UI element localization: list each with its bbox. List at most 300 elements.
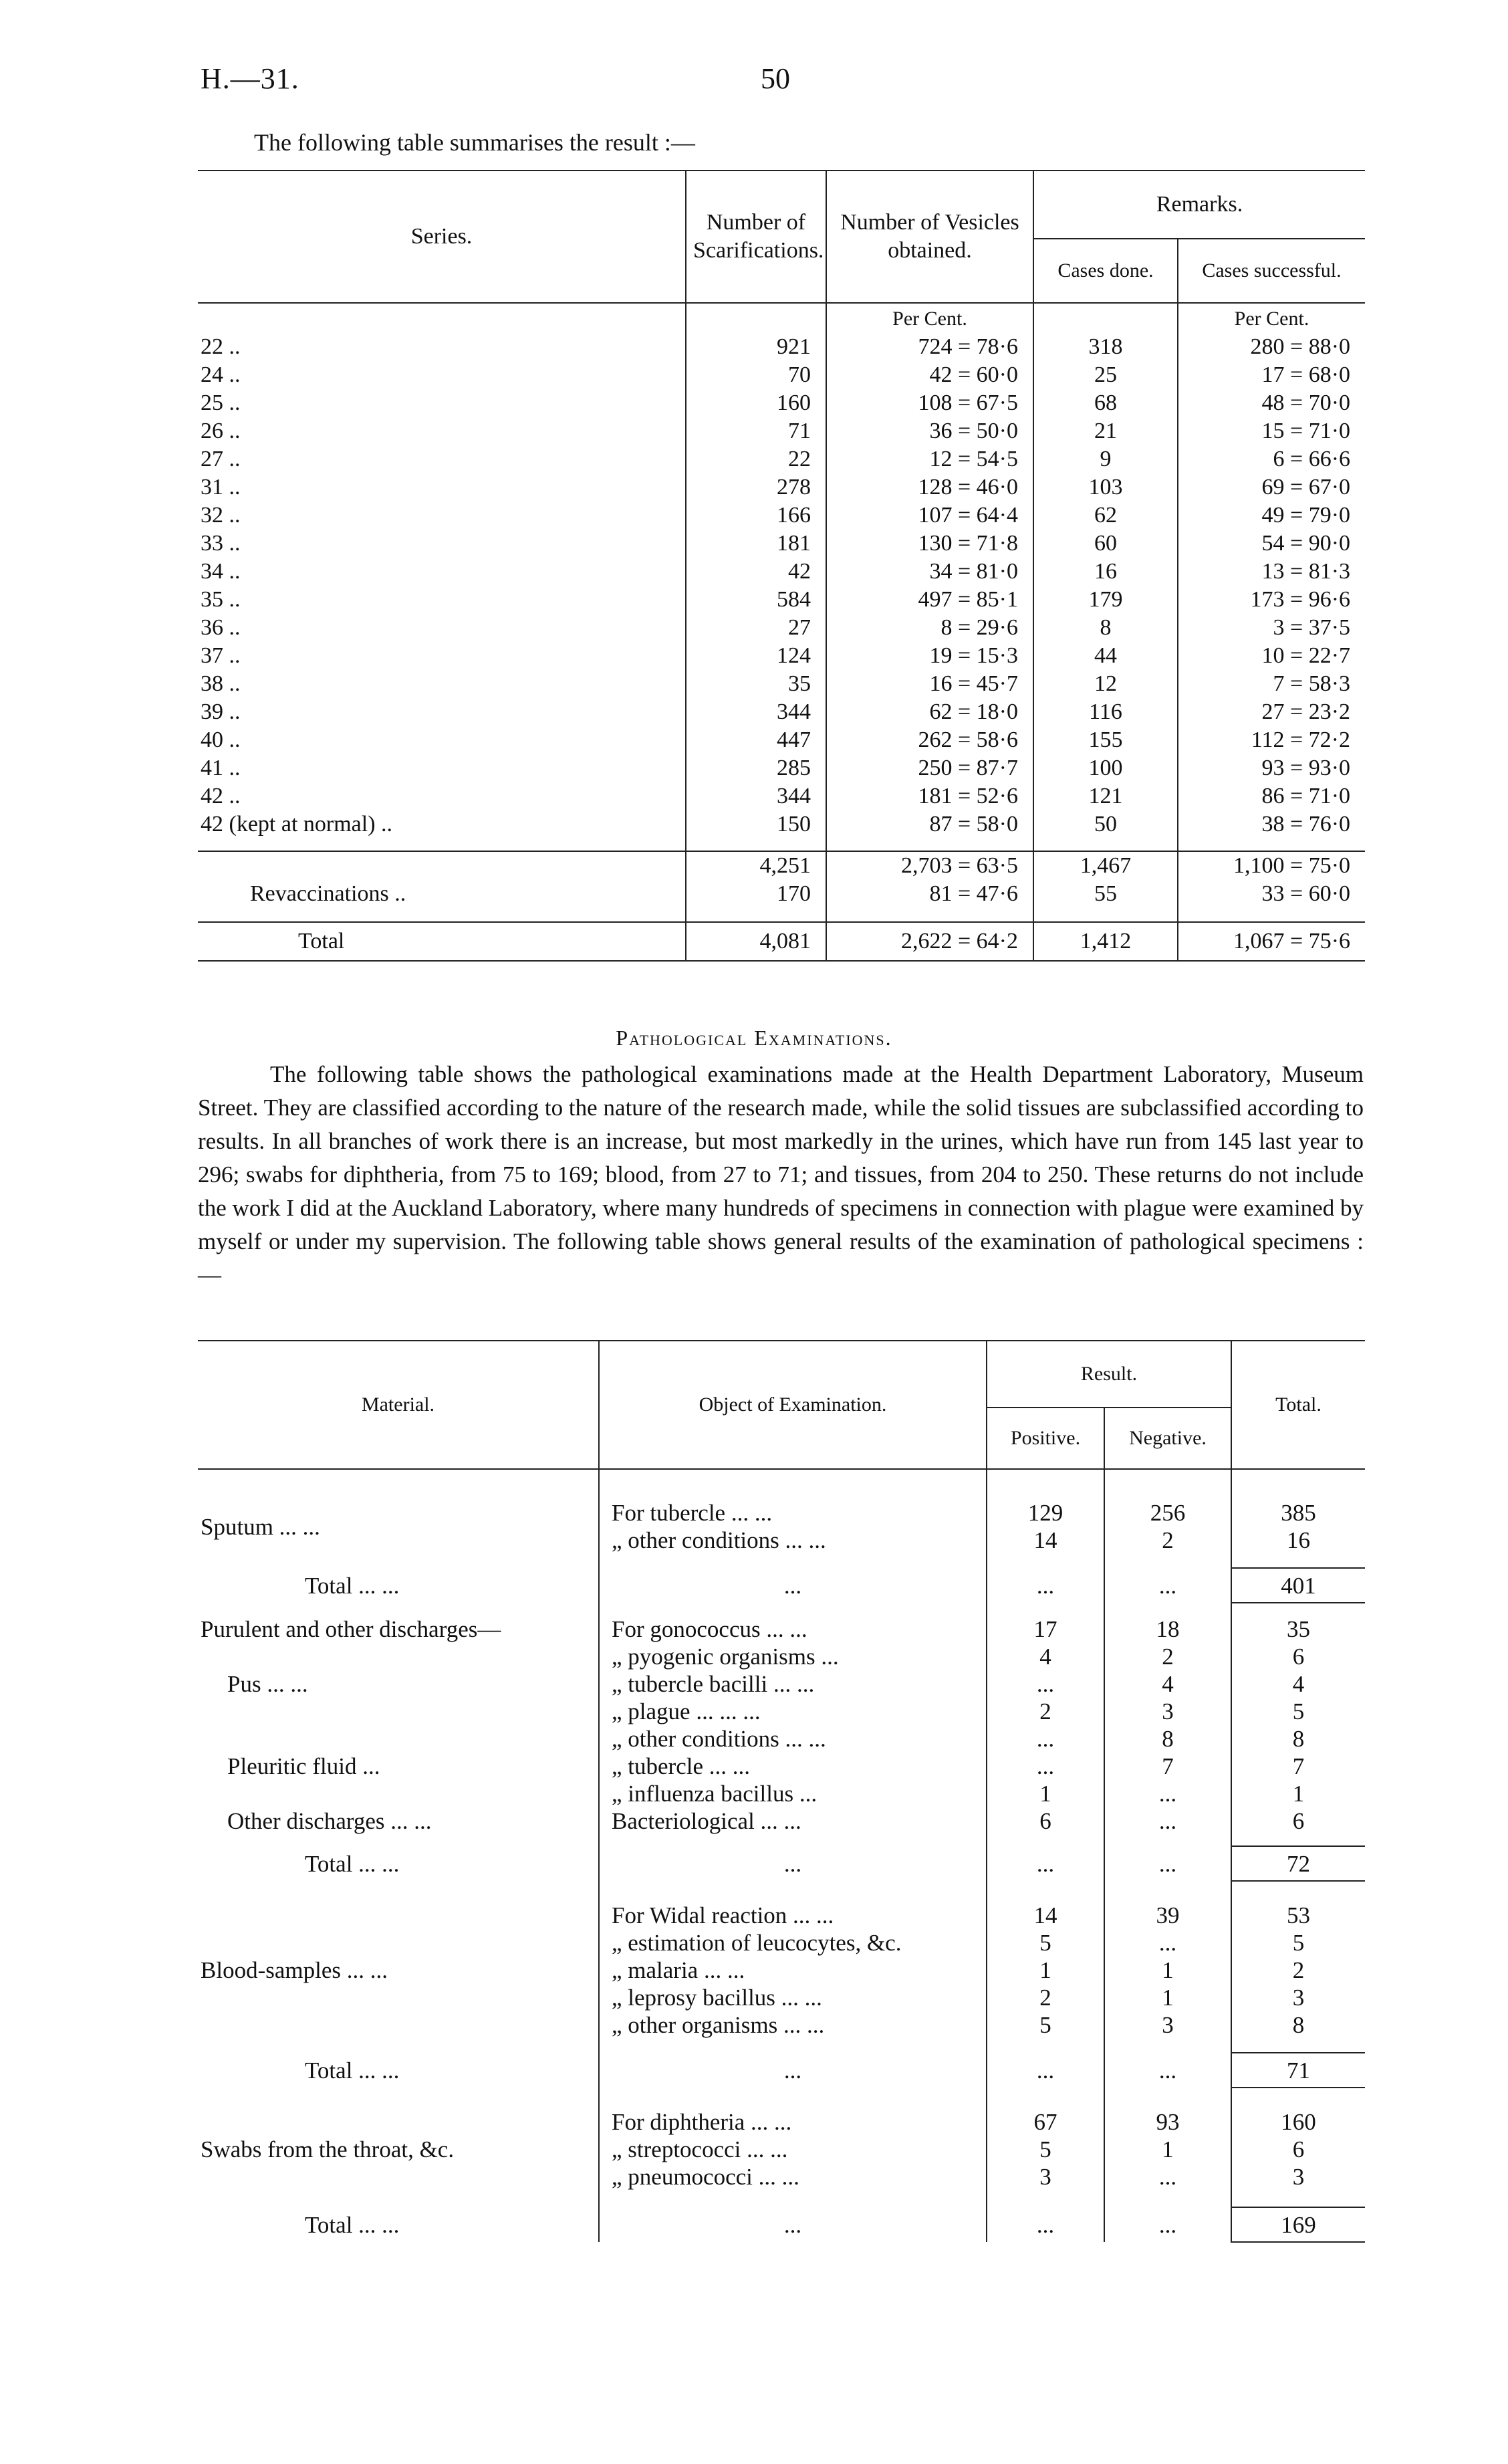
spacer-cell bbox=[599, 2088, 987, 2108]
spacer-cell bbox=[1104, 2039, 1231, 2053]
negative-cell: 3 bbox=[1104, 2011, 1231, 2039]
group-total-value: 71 bbox=[1231, 2053, 1365, 2088]
col-series: Series. bbox=[198, 171, 686, 303]
object-cell: For gonococcus ... ... bbox=[599, 1615, 987, 1643]
negative-cell: ... bbox=[1104, 1929, 1231, 1956]
cases-successful-cell: 48 = 70·0 bbox=[1178, 389, 1365, 417]
scarifications-cell: 70 bbox=[686, 361, 826, 389]
material-label bbox=[198, 1780, 599, 1807]
cases-done-cell: 100 bbox=[1033, 754, 1178, 782]
cases-done-cell: 50 bbox=[1033, 810, 1178, 838]
spacer-cell bbox=[987, 2191, 1104, 2207]
series-row bbox=[198, 810, 1365, 838]
total-cell: 16 bbox=[1231, 1527, 1365, 1554]
subtotal-done: 1,467 bbox=[1033, 851, 1178, 880]
scarifications-cell: 278 bbox=[686, 473, 826, 501]
total-scar: 4,081 bbox=[686, 922, 826, 961]
revaccinations-row bbox=[198, 880, 1365, 908]
col-result: Result. bbox=[987, 1341, 1231, 1408]
series-label: 39 .. bbox=[201, 699, 241, 724]
spacer-row bbox=[198, 1835, 1365, 1846]
col-positive: Positive. bbox=[987, 1408, 1104, 1469]
series-row bbox=[198, 361, 1365, 389]
spacer-cell bbox=[599, 2039, 987, 2053]
total-cell: 6 bbox=[1231, 1643, 1365, 1670]
cases-successful-cell: 13 = 81·3 bbox=[1178, 558, 1365, 586]
vesicles-cell: 19 = 15·3 bbox=[826, 642, 1033, 670]
total-label: Total ... ... bbox=[305, 2057, 400, 2084]
total-label: Total ... ... bbox=[305, 1850, 400, 1877]
series-row bbox=[198, 782, 1365, 810]
series-row bbox=[198, 558, 1365, 586]
scarifications-cell: 285 bbox=[686, 754, 826, 782]
object-cell: „ malaria ... ... bbox=[599, 1956, 987, 1984]
material-label bbox=[198, 1725, 599, 1753]
material-label bbox=[198, 1929, 599, 1956]
total-negative-cell: ... bbox=[1104, 1846, 1231, 1881]
subtotal-succ: 1,100 = 75·0 bbox=[1178, 851, 1365, 880]
vesicles-cell: 8 = 29·6 bbox=[826, 614, 1033, 642]
vesicles-cell: 107 = 64·4 bbox=[826, 501, 1033, 530]
cases-successful-cell: 3 = 37·5 bbox=[1178, 614, 1365, 642]
spacer-cell bbox=[1104, 1881, 1231, 1902]
examination-row bbox=[198, 2108, 1365, 2136]
series-label: 37 .. bbox=[201, 643, 241, 668]
revacc-scar: 170 bbox=[686, 880, 826, 908]
cases-done-cell: 179 bbox=[1033, 586, 1178, 614]
positive-cell: 129 bbox=[987, 1499, 1104, 1527]
spacer-cell bbox=[987, 1835, 1104, 1846]
series-label: 41 .. bbox=[201, 756, 241, 780]
cases-successful-cell: 17 = 68·0 bbox=[1178, 361, 1365, 389]
scarifications-cell: 22 bbox=[686, 445, 826, 473]
pathological-examinations-table bbox=[198, 1340, 1365, 2243]
examination-row bbox=[198, 1956, 1365, 1984]
cases-successful-cell: 27 = 23·2 bbox=[1178, 698, 1365, 726]
cases-done-cell: 12 bbox=[1033, 670, 1178, 698]
spacer-cell bbox=[599, 1603, 987, 1615]
col-negative: Negative. bbox=[1104, 1408, 1231, 1469]
vesicles-cell: 12 = 54·5 bbox=[826, 445, 1033, 473]
total-cell: 6 bbox=[1231, 2136, 1365, 2163]
series-row bbox=[198, 417, 1365, 445]
object-cell: Bacteriological ... ... bbox=[599, 1807, 987, 1835]
vesicles-cell: 181 = 52·6 bbox=[826, 782, 1033, 810]
col-material: Material. bbox=[198, 1341, 599, 1469]
spacer-row bbox=[198, 2039, 1365, 2053]
series-row bbox=[198, 726, 1365, 754]
section-title: Pathological Examinations. bbox=[616, 1026, 892, 1050]
series-label: 25 .. bbox=[201, 390, 241, 415]
material-label bbox=[198, 2011, 599, 2039]
material-label bbox=[198, 1902, 599, 1929]
scarifications-cell: 166 bbox=[686, 501, 826, 530]
cases-done-cell: 21 bbox=[1033, 417, 1178, 445]
per-cent-label: Per Cent. bbox=[1178, 303, 1365, 333]
positive-cell: 1 bbox=[987, 1956, 1104, 1984]
cases-successful-cell: 280 = 88·0 bbox=[1178, 333, 1365, 361]
spacer-cell bbox=[987, 2039, 1104, 2053]
spacer-cell bbox=[599, 1554, 987, 1568]
positive-cell: ... bbox=[987, 1753, 1104, 1780]
group-total-row bbox=[198, 1568, 1365, 1603]
material-label bbox=[198, 2108, 599, 2136]
total-positive-cell: ... bbox=[987, 1568, 1104, 1603]
subtotal-ves: 2,703 = 63·5 bbox=[826, 851, 1033, 880]
series-row bbox=[198, 333, 1365, 361]
col-total: Total. bbox=[1231, 1341, 1365, 1469]
examination-row bbox=[198, 1753, 1365, 1780]
body-paragraph bbox=[198, 1058, 1364, 1292]
cases-done-cell: 68 bbox=[1033, 389, 1178, 417]
vesicles-cell: 108 = 67·5 bbox=[826, 389, 1033, 417]
scarifications-cell: 160 bbox=[686, 389, 826, 417]
material-label bbox=[198, 2163, 599, 2191]
total-cell: 35 bbox=[1231, 1615, 1365, 1643]
negative-cell: 1 bbox=[1104, 1956, 1231, 1984]
spacer-cell bbox=[198, 1835, 599, 1846]
object-cell: „ pyogenic organisms ... bbox=[599, 1643, 987, 1670]
scarifications-cell: 42 bbox=[686, 558, 826, 586]
positive-cell: 67 bbox=[987, 2108, 1104, 2136]
negative-cell: 256 bbox=[1104, 1499, 1231, 1527]
spacer-cell bbox=[198, 1469, 599, 1499]
vesicles-cell: 34 = 81·0 bbox=[826, 558, 1033, 586]
total-cell: 5 bbox=[1231, 1698, 1365, 1725]
cases-successful-cell: 10 = 22·7 bbox=[1178, 642, 1365, 670]
object-cell: For Widal reaction ... ... bbox=[599, 1902, 987, 1929]
total-negative-cell: ... bbox=[1104, 1568, 1231, 1603]
total-cell: 2 bbox=[1231, 1956, 1365, 1984]
negative-cell: ... bbox=[1104, 1807, 1231, 1835]
spacer-cell bbox=[1231, 1835, 1365, 1846]
object-cell: „ other organisms ... ... bbox=[599, 2011, 987, 2039]
document-reference: H.—31. bbox=[201, 62, 299, 95]
spacer-cell bbox=[1104, 1469, 1231, 1499]
object-cell: „ streptococci ... ... bbox=[599, 2136, 987, 2163]
total-object-cell: ... bbox=[599, 1568, 987, 1603]
cases-done-cell: 121 bbox=[1033, 782, 1178, 810]
cases-done-cell: 62 bbox=[1033, 501, 1178, 530]
scarifications-cell: 921 bbox=[686, 333, 826, 361]
total-cell: 3 bbox=[1231, 1984, 1365, 2011]
series-label: 22 .. bbox=[201, 334, 241, 359]
vesicles-cell: 497 = 85·1 bbox=[826, 586, 1033, 614]
total-label: Total ... ... bbox=[305, 1572, 400, 1599]
scarifications-cell: 150 bbox=[686, 810, 826, 838]
vesicles-cell: 36 = 50·0 bbox=[826, 417, 1033, 445]
total-cell: 53 bbox=[1231, 1902, 1365, 1929]
vesicles-cell: 16 = 45·7 bbox=[826, 670, 1033, 698]
paragraph-text: The following table shows the pathological examinations made at the Health Department Laboratory, Museum Street. They are classified according to the nature of the research made, while the solid tissues are subclassified according to results. In all branches of work there is an increase, but most markedly in the urines, which have run from 145 last year to 296; swabs for diphtheria, from 75 to 169; blood, from 27 to 71; and tissues, from 204 to 250. These returns do not include the work I did at the Auckland Laboratory, where many hundreds of specimens in connection with plague were examined by myself or under my supervision. The following table shows general results of the examination of pathological specimens :— bbox=[198, 1061, 1364, 1288]
spacer-cell bbox=[599, 1835, 987, 1846]
examination-row bbox=[198, 1643, 1365, 1670]
group-total-value: 169 bbox=[1231, 2207, 1365, 2242]
subtotal-scar: 4,251 bbox=[686, 851, 826, 880]
scarifications-cell: 344 bbox=[686, 782, 826, 810]
spacer-cell bbox=[1104, 1554, 1231, 1568]
cases-successful-cell: 86 = 71·0 bbox=[1178, 782, 1365, 810]
total-cell: 160 bbox=[1231, 2108, 1365, 2136]
material-label bbox=[198, 1698, 599, 1725]
col-vesicles: Number of Vesicles obtained. bbox=[826, 171, 1033, 303]
spacer-cell bbox=[1231, 1881, 1365, 1902]
vesicles-cell: 128 = 46·0 bbox=[826, 473, 1033, 501]
positive-cell: 2 bbox=[987, 1698, 1104, 1725]
series-row bbox=[198, 614, 1365, 642]
spacer-cell bbox=[198, 1881, 599, 1902]
scarifications-cell: 124 bbox=[686, 642, 826, 670]
cases-done-cell: 16 bbox=[1033, 558, 1178, 586]
series-row bbox=[198, 473, 1365, 501]
positive-cell: 4 bbox=[987, 1643, 1104, 1670]
total-cell: 7 bbox=[1231, 1753, 1365, 1780]
page-number: 50 bbox=[761, 62, 790, 95]
total-cell: 6 bbox=[1231, 1807, 1365, 1835]
vesicles-cell: 87 = 58·0 bbox=[826, 810, 1033, 838]
material-label: Other discharges ... ... bbox=[227, 1808, 432, 1834]
examination-row bbox=[198, 2011, 1365, 2039]
revacc-succ: 33 = 60·0 bbox=[1178, 880, 1365, 908]
examination-row bbox=[198, 1984, 1365, 2011]
series-label: 42 (kept at normal) .. bbox=[201, 812, 393, 836]
cases-done-cell: 116 bbox=[1033, 698, 1178, 726]
cases-done-cell: 60 bbox=[1033, 530, 1178, 558]
series-row bbox=[198, 530, 1365, 558]
positive-cell: 5 bbox=[987, 1929, 1104, 1956]
object-cell: „ estimation of leucocytes, &c. bbox=[599, 1929, 987, 1956]
object-cell: „ plague ... ... ... bbox=[599, 1698, 987, 1725]
cases-done-cell: 155 bbox=[1033, 726, 1178, 754]
negative-cell: 1 bbox=[1104, 1984, 1231, 2011]
spacer-row bbox=[198, 2191, 1365, 2207]
series-label: 36 .. bbox=[201, 615, 241, 640]
group-total-row bbox=[198, 2053, 1365, 2088]
negative-cell: 2 bbox=[1104, 1643, 1231, 1670]
series-row bbox=[198, 670, 1365, 698]
series-label: 33 .. bbox=[201, 531, 241, 556]
vesicles-cell: 62 = 18·0 bbox=[826, 698, 1033, 726]
total-negative-cell: ... bbox=[1104, 2207, 1231, 2242]
spacer-row bbox=[198, 1603, 1365, 1615]
total-label: Total ... ... bbox=[305, 2211, 400, 2238]
vesicles-cell: 262 = 58·6 bbox=[826, 726, 1033, 754]
cases-successful-cell: 112 = 72·2 bbox=[1178, 726, 1365, 754]
vaccination-results-table bbox=[198, 170, 1365, 962]
material-label: Swabs from the throat, &c. bbox=[201, 2136, 455, 2162]
material-label: Purulent and other discharges— bbox=[201, 1616, 501, 1642]
cases-successful-cell: 173 = 96·6 bbox=[1178, 586, 1365, 614]
negative-cell: 4 bbox=[1104, 1670, 1231, 1698]
spacer-cell bbox=[198, 2191, 599, 2207]
negative-cell: ... bbox=[1104, 1780, 1231, 1807]
col-scarifications: Number of Scarifications. bbox=[686, 171, 826, 303]
group-total-row bbox=[198, 2207, 1365, 2242]
spacer-cell bbox=[987, 2088, 1104, 2108]
scarifications-cell: 71 bbox=[686, 417, 826, 445]
spacer-cell bbox=[1231, 1469, 1365, 1499]
negative-cell: 18 bbox=[1104, 1615, 1231, 1643]
spacer-row bbox=[198, 1554, 1365, 1568]
spacer-cell bbox=[1104, 2191, 1231, 2207]
spacer-cell bbox=[1231, 1603, 1365, 1615]
total-object-cell: ... bbox=[599, 2207, 987, 2242]
examination-row bbox=[198, 1698, 1365, 1725]
scarifications-cell: 27 bbox=[686, 614, 826, 642]
positive-cell: 6 bbox=[987, 1807, 1104, 1835]
object-cell: „ other conditions ... ... bbox=[599, 1527, 987, 1554]
examination-row bbox=[198, 1902, 1365, 1929]
scarifications-cell: 35 bbox=[686, 670, 826, 698]
vesicles-cell: 42 = 60·0 bbox=[826, 361, 1033, 389]
spacer-cell bbox=[198, 2088, 599, 2108]
examination-row bbox=[198, 1615, 1365, 1643]
total-succ: 1,067 = 75·6 bbox=[1178, 922, 1365, 961]
series-label: 27 .. bbox=[201, 447, 241, 471]
series-label: 34 .. bbox=[201, 559, 241, 584]
total-object-cell: ... bbox=[599, 2053, 987, 2088]
vesicles-cell: 724 = 78·6 bbox=[826, 333, 1033, 361]
spacer-cell bbox=[1231, 2039, 1365, 2053]
positive-cell: 5 bbox=[987, 2011, 1104, 2039]
object-cell: „ pneumococci ... ... bbox=[599, 2163, 987, 2191]
total-negative-cell: ... bbox=[1104, 2053, 1231, 2088]
spacer-cell bbox=[198, 2039, 599, 2053]
total-cell: 385 bbox=[1231, 1499, 1365, 1527]
positive-cell: 14 bbox=[987, 1527, 1104, 1554]
spacer-cell bbox=[987, 1603, 1104, 1615]
series-row bbox=[198, 642, 1365, 670]
series-label: 35 .. bbox=[201, 587, 241, 612]
revacc-label: Revaccinations .. bbox=[250, 881, 406, 906]
cases-done-cell: 9 bbox=[1033, 445, 1178, 473]
total-positive-cell: ... bbox=[987, 2207, 1104, 2242]
negative-cell: 39 bbox=[1104, 1902, 1231, 1929]
object-cell: „ leprosy bacillus ... ... bbox=[599, 1984, 987, 2011]
spacer-row bbox=[198, 2088, 1365, 2108]
cases-successful-cell: 15 = 71·0 bbox=[1178, 417, 1365, 445]
series-label: 38 .. bbox=[201, 671, 241, 696]
total-cell: 8 bbox=[1231, 1725, 1365, 1753]
series-row bbox=[198, 445, 1365, 473]
object-cell: For tubercle ... ... bbox=[599, 1499, 987, 1527]
cases-successful-cell: 49 = 79·0 bbox=[1178, 501, 1365, 530]
scarifications-cell: 344 bbox=[686, 698, 826, 726]
total-object-cell: ... bbox=[599, 1846, 987, 1881]
material-label bbox=[198, 1984, 599, 2011]
cases-successful-cell: 54 = 90·0 bbox=[1178, 530, 1365, 558]
spacer-cell bbox=[1231, 1554, 1365, 1568]
spacer-cell bbox=[987, 1881, 1104, 1902]
series-row bbox=[198, 586, 1365, 614]
subtotal-row bbox=[198, 851, 1365, 880]
col-cases-done: Cases done. bbox=[1033, 239, 1178, 303]
series-row bbox=[198, 501, 1365, 530]
cases-successful-cell: 93 = 93·0 bbox=[1178, 754, 1365, 782]
object-cell: „ tubercle bacilli ... ... bbox=[599, 1670, 987, 1698]
positive-cell: 2 bbox=[987, 1984, 1104, 2011]
total-positive-cell: ... bbox=[987, 1846, 1104, 1881]
positive-cell: 1 bbox=[987, 1780, 1104, 1807]
series-label: 40 .. bbox=[201, 727, 241, 752]
group-total-value: 401 bbox=[1231, 1568, 1365, 1603]
scarifications-cell: 181 bbox=[686, 530, 826, 558]
total-cell: 4 bbox=[1231, 1670, 1365, 1698]
spacer-cell bbox=[987, 1554, 1104, 1568]
cases-done-cell: 44 bbox=[1033, 642, 1178, 670]
examination-row bbox=[198, 1929, 1365, 1956]
cases-done-cell: 8 bbox=[1033, 614, 1178, 642]
series-row bbox=[198, 698, 1365, 726]
series-row bbox=[198, 754, 1365, 782]
negative-cell: 1 bbox=[1104, 2136, 1231, 2163]
cases-done-cell: 25 bbox=[1033, 361, 1178, 389]
negative-cell: 3 bbox=[1104, 1698, 1231, 1725]
vesicles-cell: 130 = 71·8 bbox=[826, 530, 1033, 558]
scarifications-cell: 584 bbox=[686, 586, 826, 614]
negative-cell: 93 bbox=[1104, 2108, 1231, 2136]
spacer-cell bbox=[599, 2191, 987, 2207]
material-label: Pus ... ... bbox=[227, 1671, 308, 1697]
material-label: Pleuritic fluid ... bbox=[227, 1753, 380, 1779]
total-ves: 2,622 = 64·2 bbox=[826, 922, 1033, 961]
series-label: 32 .. bbox=[201, 503, 241, 528]
object-cell: „ influenza bacillus ... bbox=[599, 1780, 987, 1807]
spacer-row bbox=[198, 1881, 1365, 1902]
spacer-cell bbox=[599, 1469, 987, 1499]
spacer-cell bbox=[198, 1603, 599, 1615]
cases-successful-cell: 7 = 58·3 bbox=[1178, 670, 1365, 698]
total-row bbox=[198, 922, 1365, 961]
negative-cell: 7 bbox=[1104, 1753, 1231, 1780]
negative-cell: ... bbox=[1104, 2163, 1231, 2191]
spacer-row bbox=[198, 1469, 1365, 1499]
spacer-cell bbox=[987, 1469, 1104, 1499]
positive-cell: 17 bbox=[987, 1615, 1104, 1643]
spacer-cell bbox=[599, 1881, 987, 1902]
series-label: 31 .. bbox=[201, 475, 241, 499]
examination-row bbox=[198, 2136, 1365, 2163]
object-cell: For diphtheria ... ... bbox=[599, 2108, 987, 2136]
table2-body bbox=[198, 1469, 1365, 2242]
per-cent-label: Per Cent. bbox=[826, 303, 1033, 333]
spacer-cell bbox=[1104, 2088, 1231, 2108]
col-remarks: Remarks. bbox=[1033, 171, 1365, 239]
examination-row bbox=[198, 1725, 1365, 1753]
cases-successful-cell: 38 = 76·0 bbox=[1178, 810, 1365, 838]
total-positive-cell: ... bbox=[987, 2053, 1104, 2088]
positive-cell: 5 bbox=[987, 2136, 1104, 2163]
object-cell: „ tubercle ... ... bbox=[599, 1753, 987, 1780]
positive-cell: 3 bbox=[987, 2163, 1104, 2191]
object-cell: „ other conditions ... ... bbox=[599, 1725, 987, 1753]
col-object: Object of Examination. bbox=[599, 1341, 987, 1469]
spacer-cell bbox=[1104, 1603, 1231, 1615]
material-label: Sputum ... ... bbox=[201, 1513, 320, 1540]
cases-done-cell: 103 bbox=[1033, 473, 1178, 501]
table1-body bbox=[198, 333, 1365, 838]
total-cell: 3 bbox=[1231, 2163, 1365, 2191]
revacc-done: 55 bbox=[1033, 880, 1178, 908]
positive-cell: ... bbox=[987, 1670, 1104, 1698]
total-cell: 5 bbox=[1231, 1929, 1365, 1956]
total-done: 1,412 bbox=[1033, 922, 1178, 961]
col-cases-successful: Cases successful. bbox=[1178, 239, 1365, 303]
vesicles-cell: 250 = 87·7 bbox=[826, 754, 1033, 782]
group-total-value: 72 bbox=[1231, 1846, 1365, 1881]
negative-cell: 2 bbox=[1104, 1527, 1231, 1554]
cases-successful-cell: 6 = 66·6 bbox=[1178, 445, 1365, 473]
